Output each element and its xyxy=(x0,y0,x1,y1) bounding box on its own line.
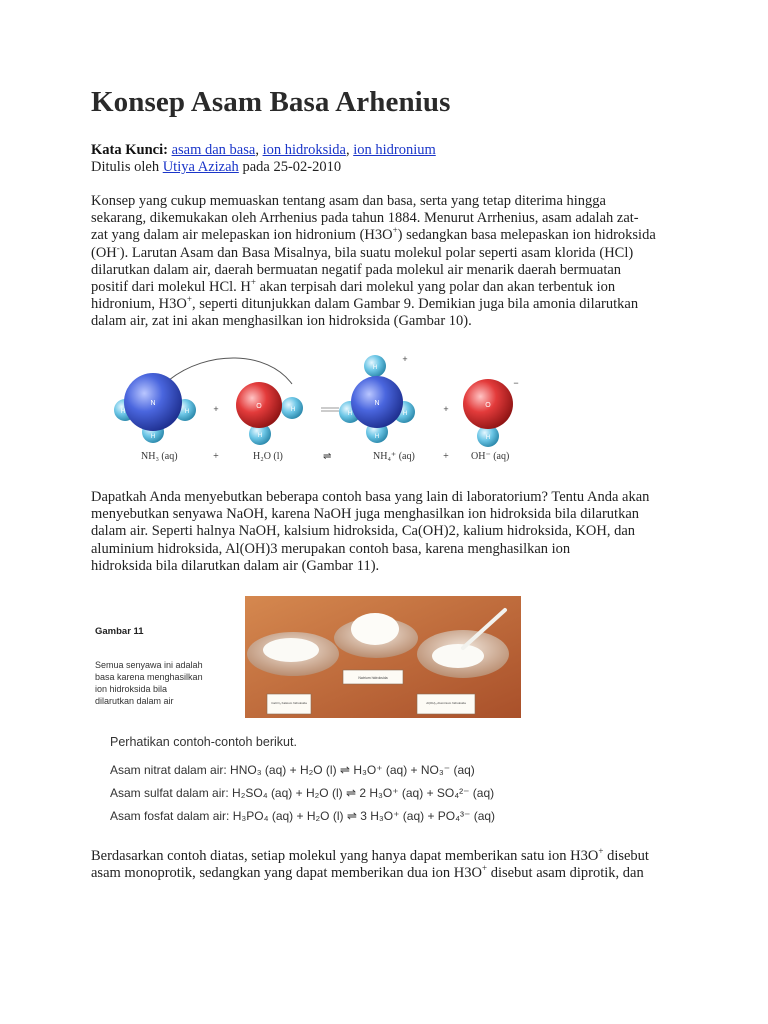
ammonia-molecule xyxy=(114,373,196,443)
written-by-label: Ditulis oleh xyxy=(91,159,160,175)
svg-text:Natrium hidroksida: Natrium hidroksida xyxy=(358,676,388,680)
text-line: sekarang, dikemukakan oleh Arrhenius pada tahun 1884. Menurut Arrhenius, asam adalah zat- xyxy=(91,210,639,227)
text-line: dilarutkan dalam air, daerah bermuatan negatif pada molekul air menarik daerah bermuatan xyxy=(91,261,622,278)
paragraph-protic xyxy=(91,848,681,882)
paragraph-intro xyxy=(91,193,681,331)
ammonium-ion xyxy=(339,354,415,443)
publish-date: 25-02-2010 xyxy=(273,159,342,175)
equation-sulfuric-acid: Asam sulfat dalam air: H₂SO₄ (aq) + H₂O (l) ⇌ 2 H₃O⁺ (aq) + SO₄²⁻ (aq) xyxy=(110,786,495,800)
text-line: Dapatkah Anda menyebutkan beberapa contoh basa yang lain di laboratorium? Tentu Anda akan xyxy=(91,489,650,505)
text-line: hidroksida bila dilarutkan dalam air (Gambar 11). xyxy=(91,557,380,574)
svg-text:N: N xyxy=(150,400,156,407)
sodium-hydroxide-pellets xyxy=(351,613,399,645)
svg-text:−: − xyxy=(513,378,519,388)
svg-text:+: + xyxy=(213,404,219,414)
text-line: asam monoprotik, sedangkan yang dapat memberikan dua ion H3O+ disebut asam diprotik, dan xyxy=(91,863,644,882)
svg-text:+: + xyxy=(402,354,408,364)
hydroxide-ion xyxy=(463,378,519,447)
svg-text:H: H xyxy=(120,409,126,415)
equilibrium-arrow xyxy=(321,408,339,411)
svg-text:O: O xyxy=(256,403,262,410)
svg-text:H: H xyxy=(290,407,296,413)
text-line: dalam air. Seperti halnya NaOH, kalsium hidroksida, Ca(OH)2, kalium hidroksida, KOH, dan xyxy=(91,523,636,540)
svg-text:+: + xyxy=(443,404,449,414)
molecule-reaction-figure xyxy=(107,352,527,467)
reaction-caption xyxy=(141,451,509,462)
text-line: (OH-). Larutan Asam dan Basa Misalnya, bila suatu molekul polar seperti asam klorida (HCl) xyxy=(91,242,634,261)
caption-h2o: H₂O (l) xyxy=(253,451,283,462)
text-line: menyebutkan senyawa NaOH, karena NaOH juga menghasilkan ion hidroksida bila dilarutkan xyxy=(91,506,640,523)
svg-text:CaCO₃ Kalsium hidroksida: CaCO₃ Kalsium hidroksida xyxy=(271,701,307,705)
svg-text:H: H xyxy=(485,435,491,441)
svg-text:⇌: ⇌ xyxy=(323,451,332,462)
svg-text:H: H xyxy=(374,434,380,440)
svg-text:dilarutkan dalam air: dilarutkan dalam air xyxy=(95,696,174,706)
svg-text:H: H xyxy=(150,434,156,440)
keyword-link-asam-basa[interactable]: asam dan basa xyxy=(171,142,256,158)
svg-text:O: O xyxy=(485,402,491,409)
aluminium-hydroxide-powder xyxy=(432,644,484,668)
svg-text:N: N xyxy=(374,400,380,407)
author-link[interactable]: Utiya Azizah xyxy=(162,159,239,175)
acid-equations-figure xyxy=(110,735,510,830)
figure-caption xyxy=(95,660,203,706)
caption-nh3: NH₃ (aq) xyxy=(141,451,178,462)
calcium-hydroxide-powder xyxy=(263,638,319,662)
date-prefix: pada xyxy=(242,159,270,175)
keyword-link-ion-hidronium[interactable]: ion hidronium xyxy=(353,142,436,158)
caption-oh: OH⁻ (aq) xyxy=(471,451,510,462)
text-line: aluminium hidroksida, Al(OH)3 merupakan contoh basa, karena menghasilkan ion xyxy=(91,540,571,557)
byline xyxy=(91,159,436,176)
svg-text:H: H xyxy=(347,411,353,417)
text-line: Berdasarkan contoh diatas, setiap molekul yang hanya dapat memberikan satu ion H3O+ disebut xyxy=(91,846,649,864)
gambar-11-figure xyxy=(91,596,521,718)
svg-text:basa karena menghasilkan: basa karena menghasilkan xyxy=(95,672,203,682)
svg-text:Al(OH)₃ Aluminium hidroksida: Al(OH)₃ Aluminium hidroksida xyxy=(426,701,466,705)
keywords-line: Kata Kunci: asam dan basa, ion hidroksida, ion hidronium xyxy=(91,142,436,158)
text-line: zat yang dalam air melepaskan ion hidronium (H3O+) sedangkan basa melepaskan ion hidroksida xyxy=(91,225,656,244)
svg-text:H: H xyxy=(184,409,190,415)
caption-nh4: NH₄⁺ (aq) xyxy=(373,451,415,462)
paragraph-bases xyxy=(91,489,681,575)
keyword-link-ion-hidroksida[interactable]: ion hidroksida xyxy=(262,142,346,158)
text-line: hidronium, H3O+, seperti ditunjukkan dalam Gambar 9. Demikian juga bila amonia dilarutkan xyxy=(91,294,639,313)
figure-title: Gambar 11 xyxy=(95,626,144,637)
text-line: Konsep yang cukup memuaskan tentang asam dan basa, serta yang tetap diterima hingga xyxy=(91,193,606,209)
text-line: dalam air, zat ini akan menghasilkan ion hidroksida (Gambar 10). xyxy=(91,313,472,330)
svg-text:ion hidroksida bila: ion hidroksida bila xyxy=(95,684,168,694)
article-meta xyxy=(91,142,436,176)
svg-text:H: H xyxy=(402,411,408,417)
page-title: Konsep Asam Basa Arhenius xyxy=(91,86,451,118)
transfer-arrow xyxy=(169,358,292,384)
water-molecule xyxy=(236,382,303,445)
svg-text:H: H xyxy=(372,365,378,371)
equation-phosphoric-acid: Asam fosfat dalam air: H₃PO₄ (aq) + H₂O (l) ⇌ 3 H₃O⁺ (aq) + PO₄³⁻ (aq) xyxy=(110,809,496,823)
equations-intro: Perhatikan contoh-contoh berikut. xyxy=(110,735,297,749)
svg-text:Semua senyawa ini adalah: Semua senyawa ini adalah xyxy=(95,660,203,670)
svg-text:+: + xyxy=(213,451,219,462)
svg-text:+: + xyxy=(443,451,449,462)
svg-text:H: H xyxy=(257,433,263,439)
keywords-label: Kata Kunci: xyxy=(91,142,168,158)
text-line: positif dari molekul HCl. H+ akan terpisah dari molekul yang polar dan akan terbentuk ion xyxy=(91,277,616,296)
equation-nitric-acid: Asam nitrat dalam air: HNO₃ (aq) + H₂O (l) ⇌ H₃O⁺ (aq) + NO₃⁻ (aq) xyxy=(110,763,475,777)
